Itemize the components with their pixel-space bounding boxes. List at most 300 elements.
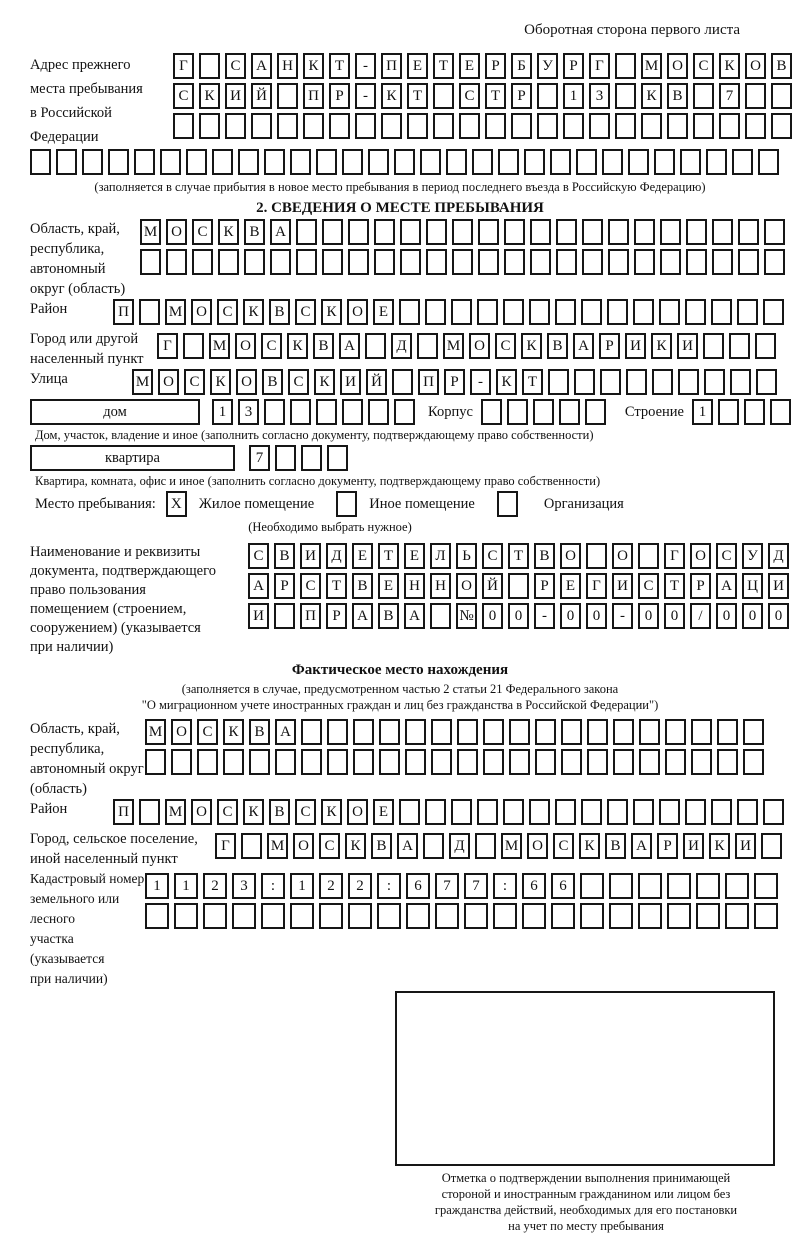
char-cell[interactable]	[394, 149, 415, 175]
char-cell[interactable]: И	[677, 333, 698, 359]
char-cell[interactable]: О	[456, 573, 477, 599]
char-cell[interactable]	[763, 299, 784, 325]
char-cell[interactable]	[186, 149, 207, 175]
char-cell[interactable]	[580, 873, 604, 899]
char-cell[interactable]	[275, 445, 296, 471]
char-cell[interactable]: Р	[657, 833, 678, 859]
char-cell[interactable]	[770, 399, 791, 425]
char-cell[interactable]: В	[667, 83, 688, 109]
char-cell[interactable]	[472, 149, 493, 175]
char-cell[interactable]: -	[355, 53, 376, 79]
char-cell[interactable]: Е	[459, 53, 480, 79]
char-cell[interactable]: А	[352, 603, 373, 629]
char-cell[interactable]	[745, 113, 766, 139]
char-cell[interactable]: П	[303, 83, 324, 109]
char-cell[interactable]	[535, 749, 556, 775]
char-cell[interactable]	[274, 603, 295, 629]
char-cell[interactable]: В	[371, 833, 392, 859]
char-cell[interactable]	[275, 749, 296, 775]
char-cell[interactable]: М	[443, 333, 464, 359]
char-cell[interactable]	[374, 219, 395, 245]
char-cell[interactable]	[551, 903, 575, 929]
kadastr-row-1[interactable]	[145, 873, 783, 899]
char-cell[interactable]: 0	[742, 603, 763, 629]
char-cell[interactable]: -	[612, 603, 633, 629]
char-cell[interactable]	[451, 299, 472, 325]
char-cell[interactable]	[693, 113, 714, 139]
char-cell[interactable]	[638, 543, 659, 569]
char-cell[interactable]: И	[248, 603, 269, 629]
char-cell[interactable]: Г	[157, 333, 178, 359]
kadastr-row-2[interactable]	[145, 903, 783, 929]
char-cell[interactable]	[365, 333, 386, 359]
char-cell[interactable]: О	[171, 719, 192, 745]
char-cell[interactable]	[212, 149, 233, 175]
char-cell[interactable]: К	[641, 83, 662, 109]
char-cell[interactable]	[483, 749, 504, 775]
char-cell[interactable]: В	[352, 573, 373, 599]
char-cell[interactable]: А	[339, 333, 360, 359]
char-cell[interactable]	[589, 113, 610, 139]
char-cell[interactable]	[559, 399, 580, 425]
char-cell[interactable]	[475, 833, 496, 859]
char-cell[interactable]: О	[347, 299, 368, 325]
char-cell[interactable]	[738, 219, 759, 245]
char-cell[interactable]	[199, 113, 220, 139]
char-cell[interactable]	[377, 903, 401, 929]
char-cell[interactable]: Е	[378, 573, 399, 599]
char-cell[interactable]	[426, 249, 447, 275]
char-cell[interactable]	[481, 399, 502, 425]
char-cell[interactable]	[319, 903, 343, 929]
char-cell[interactable]: А	[248, 573, 269, 599]
char-cell[interactable]	[633, 799, 654, 825]
char-cell[interactable]: В	[771, 53, 792, 79]
char-cell[interactable]: И	[300, 543, 321, 569]
char-cell[interactable]	[659, 299, 680, 325]
char-cell[interactable]: Е	[373, 799, 394, 825]
char-cell[interactable]	[459, 113, 480, 139]
char-cell[interactable]	[717, 719, 738, 745]
char-cell[interactable]: 3	[589, 83, 610, 109]
char-cell[interactable]	[451, 799, 472, 825]
prev-address-row-3[interactable]	[173, 113, 797, 139]
organizatsiya-checkbox[interactable]	[497, 491, 518, 517]
fact-gorod-row[interactable]	[215, 833, 787, 859]
char-cell[interactable]	[30, 149, 51, 175]
char-cell[interactable]	[203, 903, 227, 929]
doc-row-1[interactable]	[248, 543, 794, 569]
char-cell[interactable]: Г	[173, 53, 194, 79]
char-cell[interactable]: В	[269, 299, 290, 325]
char-cell[interactable]: Н	[404, 573, 425, 599]
char-cell[interactable]: О	[236, 369, 257, 395]
char-cell[interactable]: К	[321, 299, 342, 325]
kvartira-type-box[interactable]: квартира	[30, 445, 235, 471]
char-cell[interactable]: О	[166, 219, 187, 245]
char-cell[interactable]	[582, 219, 603, 245]
char-cell[interactable]: 0	[664, 603, 685, 629]
char-cell[interactable]	[729, 333, 750, 359]
char-cell[interactable]	[667, 903, 691, 929]
char-cell[interactable]: В	[605, 833, 626, 859]
char-cell[interactable]	[303, 113, 324, 139]
char-cell[interactable]	[504, 249, 525, 275]
char-cell[interactable]	[587, 749, 608, 775]
char-cell[interactable]	[56, 149, 77, 175]
char-cell[interactable]	[634, 249, 655, 275]
char-cell[interactable]	[425, 799, 446, 825]
char-cell[interactable]: И	[768, 573, 789, 599]
char-cell[interactable]: М	[165, 799, 186, 825]
char-cell[interactable]: С	[261, 333, 282, 359]
char-cell[interactable]	[160, 149, 181, 175]
char-cell[interactable]	[166, 249, 187, 275]
char-cell[interactable]	[478, 219, 499, 245]
char-cell[interactable]: К	[521, 333, 542, 359]
char-cell[interactable]: Н	[277, 53, 298, 79]
char-cell[interactable]	[381, 113, 402, 139]
char-cell[interactable]: Е	[352, 543, 373, 569]
char-cell[interactable]: М	[501, 833, 522, 859]
char-cell[interactable]: У	[742, 543, 763, 569]
char-cell[interactable]: №	[456, 603, 477, 629]
char-cell[interactable]	[400, 219, 421, 245]
char-cell[interactable]: С	[495, 333, 516, 359]
char-cell[interactable]	[270, 249, 291, 275]
char-cell[interactable]	[431, 719, 452, 745]
char-cell[interactable]	[607, 799, 628, 825]
char-cell[interactable]	[609, 873, 633, 899]
char-cell[interactable]	[758, 149, 779, 175]
fact-raion-row[interactable]	[113, 799, 789, 825]
char-cell[interactable]	[511, 113, 532, 139]
char-cell[interactable]: В	[269, 799, 290, 825]
stroenie-cells[interactable]	[692, 399, 796, 425]
char-cell[interactable]	[654, 149, 675, 175]
char-cell[interactable]	[615, 113, 636, 139]
char-cell[interactable]	[711, 299, 732, 325]
char-cell[interactable]: О	[235, 333, 256, 359]
char-cell[interactable]	[379, 719, 400, 745]
char-cell[interactable]: 7	[249, 445, 270, 471]
char-cell[interactable]	[691, 749, 712, 775]
char-cell[interactable]	[290, 399, 311, 425]
char-cell[interactable]	[743, 719, 764, 745]
char-cell[interactable]: П	[418, 369, 439, 395]
char-cell[interactable]	[399, 799, 420, 825]
char-cell[interactable]	[524, 149, 545, 175]
char-cell[interactable]	[712, 249, 733, 275]
char-cell[interactable]	[633, 299, 654, 325]
char-cell[interactable]: Т	[378, 543, 399, 569]
char-cell[interactable]: 0	[508, 603, 529, 629]
char-cell[interactable]	[145, 749, 166, 775]
char-cell[interactable]	[550, 149, 571, 175]
dom-number-cells[interactable]	[212, 399, 420, 425]
char-cell[interactable]: Т	[433, 53, 454, 79]
char-cell[interactable]	[407, 113, 428, 139]
char-cell[interactable]: 0	[768, 603, 789, 629]
char-cell[interactable]	[183, 333, 204, 359]
char-cell[interactable]: 3	[232, 873, 256, 899]
char-cell[interactable]	[535, 719, 556, 745]
char-cell[interactable]	[290, 903, 314, 929]
char-cell[interactable]	[140, 249, 161, 275]
char-cell[interactable]: О	[191, 299, 212, 325]
char-cell[interactable]	[301, 719, 322, 745]
char-cell[interactable]	[348, 219, 369, 245]
fact-oblast-row-1[interactable]	[145, 719, 769, 745]
char-cell[interactable]	[392, 369, 413, 395]
char-cell[interactable]: 2	[319, 873, 343, 899]
char-cell[interactable]	[555, 799, 576, 825]
char-cell[interactable]: К	[287, 333, 308, 359]
char-cell[interactable]: И	[340, 369, 361, 395]
char-cell[interactable]: 1	[563, 83, 584, 109]
char-cell[interactable]	[507, 399, 528, 425]
char-cell[interactable]	[717, 749, 738, 775]
char-cell[interactable]: С	[482, 543, 503, 569]
char-cell[interactable]	[329, 113, 350, 139]
char-cell[interactable]	[327, 445, 348, 471]
char-cell[interactable]	[703, 333, 724, 359]
char-cell[interactable]	[639, 749, 660, 775]
char-cell[interactable]: -	[534, 603, 555, 629]
char-cell[interactable]	[537, 113, 558, 139]
char-cell[interactable]: Й	[482, 573, 503, 599]
raion-row[interactable]	[113, 299, 789, 325]
char-cell[interactable]: П	[300, 603, 321, 629]
char-cell[interactable]	[730, 369, 751, 395]
char-cell[interactable]: Е	[373, 299, 394, 325]
char-cell[interactable]: С	[217, 299, 238, 325]
char-cell[interactable]	[686, 219, 707, 245]
char-cell[interactable]: А	[716, 573, 737, 599]
char-cell[interactable]	[693, 83, 714, 109]
char-cell[interactable]	[435, 903, 459, 929]
char-cell[interactable]	[615, 53, 636, 79]
char-cell[interactable]	[430, 603, 451, 629]
dom-type-box[interactable]: дом	[30, 399, 200, 425]
char-cell[interactable]	[745, 83, 766, 109]
char-cell[interactable]	[399, 299, 420, 325]
char-cell[interactable]: Т	[485, 83, 506, 109]
char-cell[interactable]	[680, 149, 701, 175]
char-cell[interactable]	[576, 149, 597, 175]
char-cell[interactable]	[660, 219, 681, 245]
char-cell[interactable]	[426, 219, 447, 245]
char-cell[interactable]	[509, 749, 530, 775]
char-cell[interactable]	[218, 249, 239, 275]
char-cell[interactable]	[232, 903, 256, 929]
char-cell[interactable]: В	[249, 719, 270, 745]
char-cell[interactable]	[433, 83, 454, 109]
char-cell[interactable]	[652, 369, 673, 395]
char-cell[interactable]	[756, 369, 777, 395]
char-cell[interactable]	[464, 903, 488, 929]
char-cell[interactable]: С	[300, 573, 321, 599]
char-cell[interactable]: С	[693, 53, 714, 79]
char-cell[interactable]: В	[534, 543, 555, 569]
char-cell[interactable]	[537, 83, 558, 109]
char-cell[interactable]: С	[173, 83, 194, 109]
char-cell[interactable]	[405, 719, 426, 745]
char-cell[interactable]: К	[223, 719, 244, 745]
char-cell[interactable]: 0	[716, 603, 737, 629]
char-cell[interactable]	[704, 369, 725, 395]
char-cell[interactable]	[725, 873, 749, 899]
char-cell[interactable]: /	[690, 603, 711, 629]
char-cell[interactable]: И	[735, 833, 756, 859]
char-cell[interactable]	[400, 249, 421, 275]
char-cell[interactable]: О	[191, 799, 212, 825]
char-cell[interactable]: И	[225, 83, 246, 109]
char-cell[interactable]: О	[560, 543, 581, 569]
char-cell[interactable]: Р	[599, 333, 620, 359]
char-cell[interactable]: К	[199, 83, 220, 109]
char-cell[interactable]: И	[683, 833, 704, 859]
char-cell[interactable]: 6	[522, 873, 546, 899]
char-cell[interactable]: Д	[326, 543, 347, 569]
char-cell[interactable]: :	[493, 873, 517, 899]
char-cell[interactable]: У	[537, 53, 558, 79]
char-cell[interactable]	[406, 903, 430, 929]
char-cell[interactable]: К	[345, 833, 366, 859]
char-cell[interactable]: К	[651, 333, 672, 359]
char-cell[interactable]	[322, 219, 343, 245]
char-cell[interactable]	[771, 83, 792, 109]
char-cell[interactable]	[602, 149, 623, 175]
char-cell[interactable]: 2	[203, 873, 227, 899]
char-cell[interactable]	[718, 399, 739, 425]
char-cell[interactable]	[685, 299, 706, 325]
char-cell[interactable]: С	[459, 83, 480, 109]
char-cell[interactable]	[327, 749, 348, 775]
char-cell[interactable]	[405, 749, 426, 775]
char-cell[interactable]	[678, 369, 699, 395]
char-cell[interactable]: Ц	[742, 573, 763, 599]
char-cell[interactable]: 0	[638, 603, 659, 629]
char-cell[interactable]	[483, 719, 504, 745]
char-cell[interactable]	[628, 149, 649, 175]
char-cell[interactable]	[348, 903, 372, 929]
prev-address-row-2[interactable]	[173, 83, 797, 109]
char-cell[interactable]	[173, 113, 194, 139]
doc-row-2[interactable]	[248, 573, 794, 599]
char-cell[interactable]	[533, 399, 554, 425]
char-cell[interactable]	[609, 903, 633, 929]
char-cell[interactable]	[394, 399, 415, 425]
char-cell[interactable]: Т	[522, 369, 543, 395]
char-cell[interactable]	[719, 113, 740, 139]
char-cell[interactable]	[277, 113, 298, 139]
char-cell[interactable]: М	[145, 719, 166, 745]
char-cell[interactable]	[139, 299, 160, 325]
char-cell[interactable]: О	[158, 369, 179, 395]
ulitsa-row[interactable]	[132, 369, 782, 395]
char-cell[interactable]: А	[397, 833, 418, 859]
char-cell[interactable]	[379, 749, 400, 775]
inoe-checkbox[interactable]	[336, 491, 357, 517]
char-cell[interactable]	[556, 249, 577, 275]
char-cell[interactable]	[174, 903, 198, 929]
char-cell[interactable]	[342, 399, 363, 425]
char-cell[interactable]: К	[303, 53, 324, 79]
char-cell[interactable]: 3	[238, 399, 259, 425]
char-cell[interactable]: Б	[511, 53, 532, 79]
char-cell[interactable]: 7	[719, 83, 740, 109]
char-cell[interactable]: Р	[563, 53, 584, 79]
char-cell[interactable]	[277, 83, 298, 109]
char-cell[interactable]: К	[381, 83, 402, 109]
char-cell[interactable]	[585, 399, 606, 425]
char-cell[interactable]	[556, 219, 577, 245]
char-cell[interactable]: 0	[586, 603, 607, 629]
char-cell[interactable]	[530, 219, 551, 245]
char-cell[interactable]: С	[225, 53, 246, 79]
char-cell[interactable]	[261, 903, 285, 929]
char-cell[interactable]	[608, 219, 629, 245]
char-cell[interactable]	[686, 249, 707, 275]
gorod-row[interactable]	[157, 333, 781, 359]
char-cell[interactable]	[582, 249, 603, 275]
char-cell[interactable]	[420, 149, 441, 175]
char-cell[interactable]	[764, 249, 785, 275]
char-cell[interactable]: С	[319, 833, 340, 859]
char-cell[interactable]: М	[140, 219, 161, 245]
char-cell[interactable]: 1	[174, 873, 198, 899]
char-cell[interactable]	[667, 113, 688, 139]
char-cell[interactable]: -	[470, 369, 491, 395]
char-cell[interactable]: К	[709, 833, 730, 859]
char-cell[interactable]	[485, 113, 506, 139]
char-cell[interactable]	[529, 799, 550, 825]
char-cell[interactable]: С	[288, 369, 309, 395]
char-cell[interactable]	[82, 149, 103, 175]
char-cell[interactable]	[509, 719, 530, 745]
char-cell[interactable]: М	[641, 53, 662, 79]
char-cell[interactable]	[355, 113, 376, 139]
char-cell[interactable]	[452, 249, 473, 275]
char-cell[interactable]	[634, 219, 655, 245]
char-cell[interactable]	[508, 573, 529, 599]
char-cell[interactable]: М	[267, 833, 288, 859]
char-cell[interactable]	[638, 873, 662, 899]
char-cell[interactable]	[737, 299, 758, 325]
char-cell[interactable]	[477, 799, 498, 825]
char-cell[interactable]: К	[243, 299, 264, 325]
char-cell[interactable]: Т	[329, 53, 350, 79]
char-cell[interactable]	[296, 249, 317, 275]
char-cell[interactable]	[327, 719, 348, 745]
char-cell[interactable]: С	[217, 799, 238, 825]
char-cell[interactable]	[613, 719, 634, 745]
char-cell[interactable]	[316, 399, 337, 425]
zhiloe-checkbox[interactable]: X	[166, 491, 187, 517]
char-cell[interactable]	[548, 369, 569, 395]
char-cell[interactable]	[530, 249, 551, 275]
char-cell[interactable]: И	[625, 333, 646, 359]
char-cell[interactable]	[641, 113, 662, 139]
char-cell[interactable]: :	[377, 873, 401, 899]
char-cell[interactable]: :	[261, 873, 285, 899]
char-cell[interactable]: О	[527, 833, 548, 859]
char-cell[interactable]	[587, 719, 608, 745]
char-cell[interactable]	[504, 219, 525, 245]
char-cell[interactable]: К	[218, 219, 239, 245]
char-cell[interactable]: 1	[692, 399, 713, 425]
